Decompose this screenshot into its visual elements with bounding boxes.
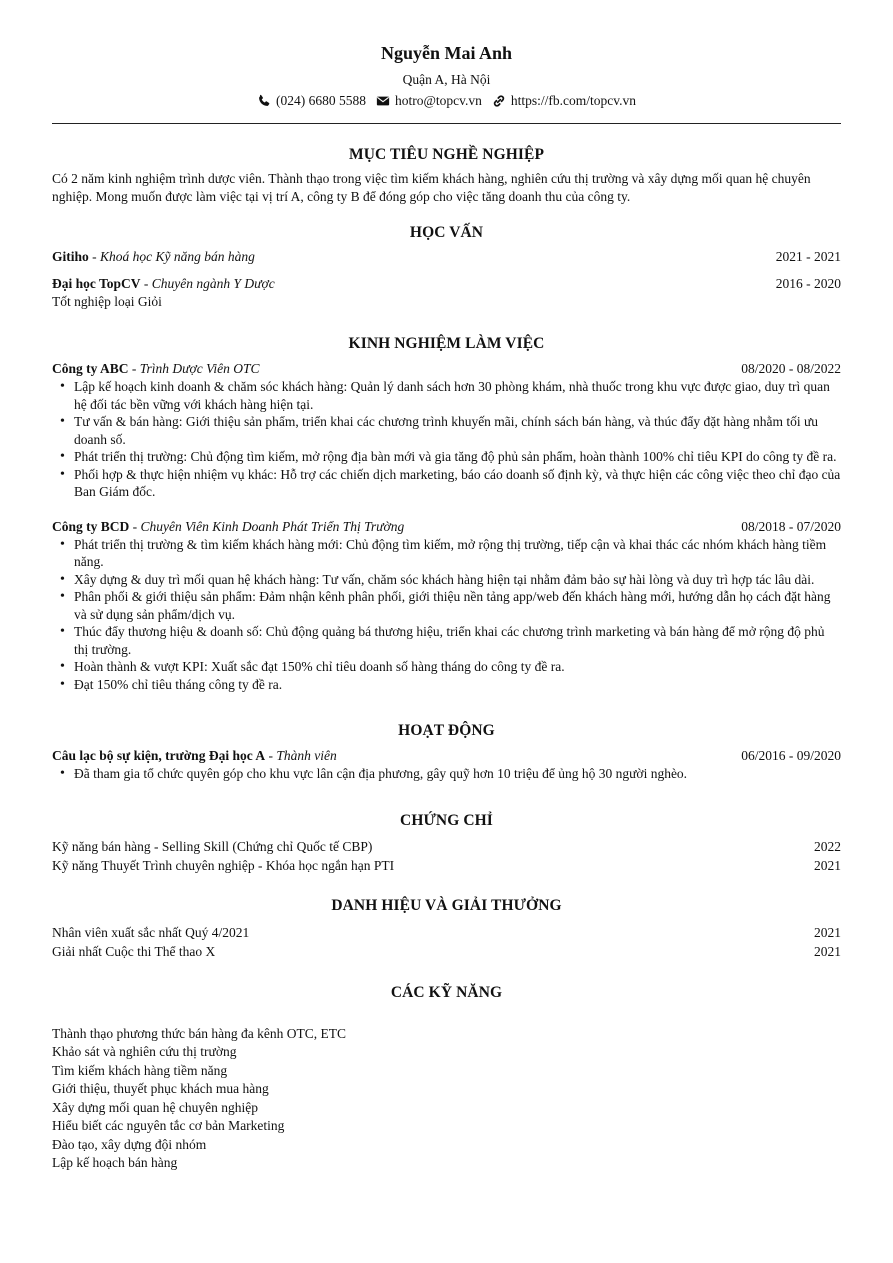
skill-item: Tìm kiếm khách hàng tiềm năng	[52, 1062, 228, 1078]
section-title-skills: CÁC KỸ NĂNG	[390, 983, 503, 1001]
list-item: • Đã tham gia tổ chức quyên góp cho khu vực lân cận địa phương, gây quỹ hơn 10 triệu để ủng hộ 30 người nghèo.	[60, 765, 841, 783]
education-item: Gitiho - Khoá học Kỹ năng bán hàng 2021 - 2021	[52, 249, 841, 264]
award-name: Nhân viên xuất sắc nhất Quý 4/2021	[52, 924, 250, 940]
section-title-activities: HOẠT ĐỘNG	[398, 722, 495, 739]
phone-icon	[257, 94, 271, 108]
education-date: 2016 - 2020	[775, 276, 841, 291]
list-item: • Xây dựng & duy trì mối quan hệ khách hàng: Tư vấn, chăm sóc khách hàng hiện tại nhằm đảm bảo sự hài lòng và duy trì hợp tác lâu dài.	[60, 571, 841, 589]
job-company: Công ty ABC	[52, 361, 129, 376]
list-item: • Phát triển thị trường: Chủ động tìm kiếm, mở rộng địa bàn mới và gia tăng độ phủ sản phẩm, hoàn thành 100% chỉ tiêu KPI do công ty đề ra.	[60, 448, 841, 466]
certificate-item	[52, 838, 841, 856]
education-program: Chuyên ngành Y Dược	[151, 276, 275, 291]
award-item	[52, 924, 841, 942]
list-item: • Đạt 150% chỉ tiêu tháng công ty đề ra.	[60, 676, 841, 694]
activity-date: 06/2016 - 09/2020	[741, 748, 841, 763]
candidate-name: Nguyễn Mai Anh	[380, 43, 513, 63]
list-item: • Phân phối & giới thiệu sản phẩm: Đảm nhận kênh phân phối, giới thiệu nền tảng app/web đến khách hàng mới, hướng dẫn họ cách đặt hàng và sử dụng sản phẩm/dịch vụ.	[60, 588, 841, 623]
contact-website	[492, 92, 636, 110]
education-org: Đại học TopCV	[52, 276, 141, 291]
website-link[interactable]: https://fb.com/topcv.vn	[510, 93, 637, 108]
job-company: Công ty BCD	[52, 518, 130, 534]
section-title-education: HỌC VẤN	[409, 224, 484, 241]
activity-header: Câu lạc bộ sự kiện, trường Đại học A - Thành viên 06/2016 - 09/2020	[52, 748, 841, 763]
award-item	[52, 943, 841, 961]
skill-item: Lập kế hoạch bán hàng	[52, 1155, 178, 1170]
skill-item: Xây dựng mối quan hệ chuyên nghiệp	[52, 1099, 259, 1115]
award-year: 2021	[814, 924, 841, 940]
cv-header	[52, 0, 841, 110]
job-header: Công ty ABC - Trình Dược Viên OTC 08/2020 - 08/2022	[52, 361, 841, 376]
list-item: • Tư vấn & bán hàng: Giới thiệu sản phẩm, triển khai các chương trình khuyến mãi, chính sách bán hàng, và thúc đẩy đặt hàng nhằm tối ưu doanh số.	[60, 413, 841, 448]
objective-text: Có 2 năm kinh nghiệm trình dược viên. Thành thạo trong việc tìm kiếm khách hàng, nghiên cứu thị trường và xây dựng mối quan hệ chuyên nghiệp. Mong muốn được làm việc tại vị trí A, công ty B để đóng góp cho việc tăng doanh thu của công ty.	[52, 171, 811, 204]
contact-line	[52, 92, 841, 110]
job-duties-list	[52, 378, 841, 501]
education-program: Khoá học Kỹ năng bán hàng	[100, 249, 255, 264]
certificate-item	[52, 857, 841, 875]
envelope-icon	[376, 94, 390, 108]
skill-item: Thành thạo phương thức bán hàng đa kênh OTC, ETC	[52, 1025, 346, 1041]
candidate-address: Quận A, Hà Nội	[402, 72, 491, 87]
link-icon	[492, 94, 506, 108]
list-item: • Phối hợp & thực hiện nhiệm vụ khác: Hỗ trợ các chiến dịch marketing, báo cáo doanh số định kỳ, và thực hiện các công việc theo chỉ đạo của Ban Giám đốc.	[60, 466, 841, 501]
certificate-year: 2022	[814, 838, 841, 854]
activity-org: Câu lạc bộ sự kiện, trường Đại học A	[52, 748, 266, 763]
section-title-experience: KINH NGHIỆM LÀM VIỆC	[348, 335, 545, 352]
list-item: • Phát triển thị trường & tìm kiếm khách hàng mới: Chủ động tìm kiếm, mở rộng thị trường, tiếp cận và khai thác các nhóm khách hàng tiềm năng.	[60, 536, 841, 571]
phone-number[interactable]: (024) 6680 5588	[275, 93, 366, 108]
section-title-certificates: CHỨNG CHỈ	[400, 811, 493, 829]
contact-phone	[257, 92, 366, 110]
job-header: Công ty BCD - Chuyên Viên Kinh Doanh Phát Triển Thị Trường 08/2018 - 07/2020	[52, 518, 841, 534]
job-duties-list	[52, 536, 841, 694]
section-title-awards: DANH HIỆU VÀ GIẢI THƯỞNG	[331, 896, 562, 914]
activity-role: Thành viên	[276, 748, 337, 763]
certificate-name: Kỹ năng Thuyết Trình chuyên nghiệp - Khóa học ngắn hạn PTI	[52, 857, 395, 873]
education-note: Tốt nghiệp loại Giỏi	[52, 294, 162, 309]
skill-item: Đào tạo, xây dựng đội nhóm	[52, 1136, 207, 1152]
list-item: • Hoàn thành & vượt KPI: Xuất sắc đạt 150% chỉ tiêu doanh số hàng tháng do công ty đề ra.	[60, 658, 841, 676]
activity-list	[52, 765, 841, 783]
job-date: 08/2018 - 07/2020	[741, 518, 841, 534]
job-title: Trình Dược Viên OTC	[139, 361, 260, 376]
header-divider	[52, 123, 841, 124]
list-item: • Lập kế hoạch kinh doanh & chăm sóc khách hàng: Quản lý danh sách hơn 30 phòng khám, nhà thuốc trong khu vực được giao, duy trì quan hệ đối tác bền vững với khách hàng hiện tại.	[60, 378, 841, 413]
award-year: 2021	[814, 943, 841, 959]
job-date: 08/2020 - 08/2022	[741, 361, 841, 376]
skill-item: Hiểu biết các nguyên tắc cơ bản Marketing	[52, 1118, 285, 1133]
list-item: • Thúc đẩy thương hiệu & doanh số: Chủ động quảng bá thương hiệu, triển khai các chương trình marketing và bán hàng để mở rộng độ phủ thị trường.	[60, 623, 841, 658]
skill-item: Khảo sát và nghiên cứu thị trường	[52, 1044, 237, 1059]
job-title: Chuyên Viên Kinh Doanh Phát Triển Thị Trường	[140, 518, 405, 534]
email-address[interactable]: hotro@topcv.vn	[394, 93, 482, 108]
certificate-year: 2021	[814, 857, 841, 873]
skills-list	[52, 1025, 841, 1173]
education-date: 2021 - 2021	[775, 249, 841, 264]
section-title-objective: MỤC TIÊU NGHỀ NGHIỆP	[348, 146, 545, 163]
skill-item: Giới thiệu, thuyết phục khách mua hàng	[52, 1081, 269, 1096]
education-org: Gitiho	[52, 249, 89, 264]
education-item: Đại học TopCV - Chuyên ngành Y Dược 2016 - 2020	[52, 276, 841, 291]
contact-email	[376, 92, 482, 110]
certificate-name: Kỹ năng bán hàng - Selling Skill (Chứng chỉ Quốc tế CBP)	[52, 838, 373, 854]
award-name: Giải nhất Cuộc thi Thể thao X	[52, 943, 216, 959]
